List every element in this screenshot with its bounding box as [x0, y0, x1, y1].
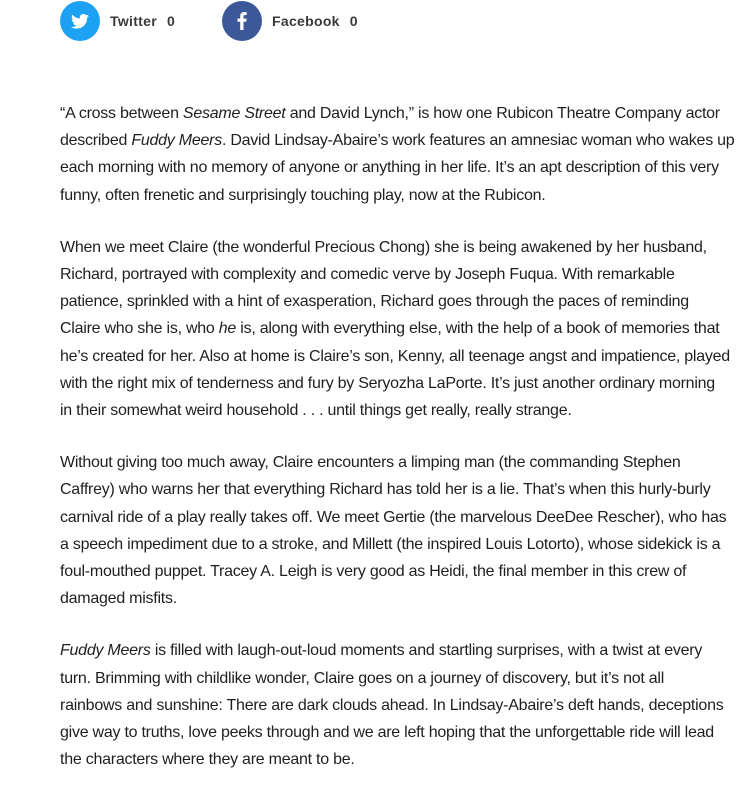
paragraph-line: a speech impediment due to a stroke, and Millett (the inspired Louis Lotorto), whose sidekick is a [60, 535, 721, 553]
twitter-circle [60, 1, 100, 41]
italic-title: Fuddy Meers [60, 642, 151, 660]
article-paragraph [60, 234, 730, 424]
italic-title: he [218, 320, 237, 338]
italic-title: Fuddy Meers [131, 132, 222, 150]
article-paragraph [60, 100, 735, 209]
paragraph-line: described Fuddy Meers. David Lindsay-Abaire’s work features an amnesiac woman who wakes up [60, 132, 735, 150]
paragraph-line: each morning with no memory of anyone or anything in her life. It’s an apt description of this very [60, 159, 719, 177]
article-paragraph [60, 637, 724, 773]
twitter-label: Twitter [110, 13, 157, 29]
paragraph-line: funny, often frenetic and surprisingly touching play, now at the Rubicon. [60, 186, 546, 204]
paragraph-line: turn. Brimming with childlike wonder, Claire goes on a journey of discovery, but it’s not all [60, 669, 665, 687]
paragraph-line: patience, sprinkled with a hint of exasperation, Richard goes through the paces of reminding [60, 293, 689, 311]
paragraph-line: carnival ride of a play really takes off. We meet Gertie (the marvelous DeeDee Rescher), who has [60, 508, 727, 526]
article-paragraph [60, 449, 727, 612]
paragraph-line: give way to truths, love peeks through and we are left hoping that the unforgettable ride will lead [60, 724, 714, 742]
paragraph-line: Caffrey) who warns her that everything Richard has told her is a lie. That’s when this hurly-burly [60, 481, 711, 499]
paragraph-line: he’s created for her. Also at home is Claire’s son, Kenny, all teenage angst and impatience, played [60, 347, 730, 365]
facebook-count: 0 [349, 13, 358, 29]
paragraph-line: Without giving too much away, Claire encounters a limping man (the commanding Stephen [60, 454, 681, 472]
article-body [60, 100, 735, 798]
paragraph-line: rainbows and sunshine: There are dark clouds ahead. In Lindsay-Abaire’s deft hands, deceptions [60, 696, 724, 714]
paragraph-line: Claire who she is, who he is, along with everything else, with the help of a book of memories that [60, 320, 720, 338]
paragraph-line: with the right mix of tenderness and fury by Seryozha LaPorte. It’s just another ordinary morning [60, 374, 715, 392]
paragraph-line: the characters where they are meant to be. [60, 751, 355, 769]
paragraph-line: Richard, portrayed with complexity and comedic verve by Joseph Fuqua. With remarkable [60, 266, 675, 284]
paragraph-line: damaged misfits. [60, 590, 177, 608]
paragraph-line: “A cross between Sesame Street and David Lynch,” is how one Rubicon Theatre Company actor [60, 105, 720, 122]
twitter-share-button[interactable] [60, 1, 222, 41]
paragraph-line: When we meet Claire (the wonderful Precious Chong) she is being awakened by her husband, [60, 238, 707, 256]
paragraph-line: foul-mouthed puppet. Tracey A. Leigh is very good as Heidi, the final member in this crew of [60, 563, 687, 581]
twitter-bird-icon [71, 14, 89, 29]
italic-title: Sesame Street [182, 105, 286, 122]
paragraph-line: Fuddy Meers is filled with laugh-out-loud moments and startling surprises, with a twist at every [60, 642, 703, 660]
paragraph-line: in their somewhat weird household . . . until things get really, really strange. [60, 402, 572, 420]
facebook-circle [222, 1, 262, 41]
share-bar [60, 0, 358, 42]
facebook-share-button[interactable] [222, 1, 358, 41]
facebook-label: Facebook [272, 13, 340, 29]
twitter-count: 0 [166, 13, 175, 29]
facebook-f-icon [237, 12, 247, 30]
